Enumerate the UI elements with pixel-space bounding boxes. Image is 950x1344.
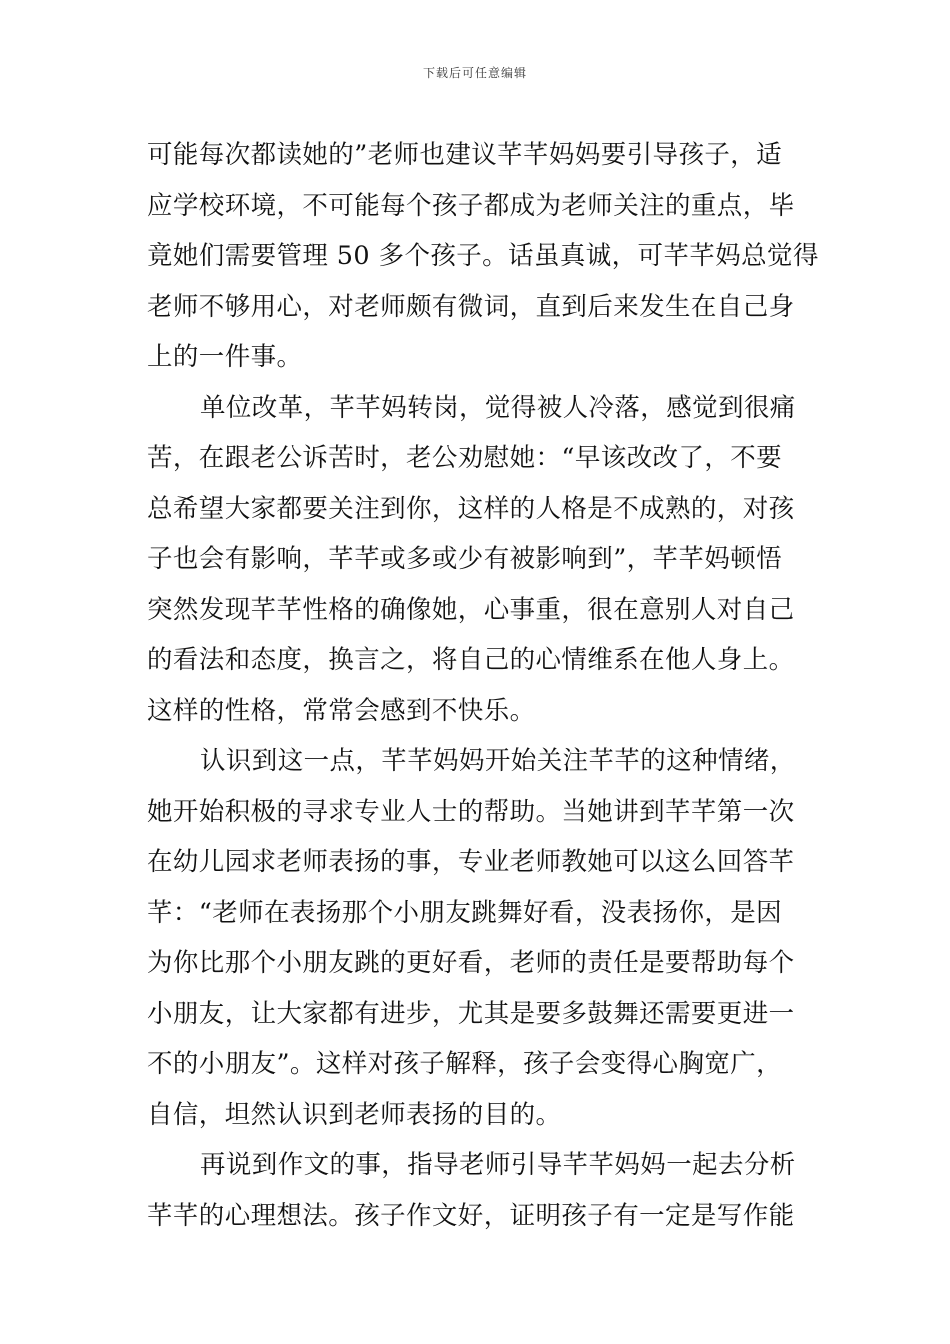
text-line: 这样的性格，常常会感到不快乐。 — [147, 695, 536, 726]
text-line: 芊：“老师在表扬那个小朋友跳舞好看，没表扬你，是因 — [147, 897, 783, 928]
text-line: 不的小朋友”。这样对孩子解释，孩子会变得心胸宽广， — [147, 1049, 783, 1079]
text-line: 的看法和态度，换言之，将自己的心情维系在他人身上。 — [147, 645, 795, 675]
text-line: 芊芊的心理想法。孩子作文好，证明孩子有一定是写作能 — [147, 1200, 795, 1231]
text-line: 突然发现芊芊性格的确像她，心事重，很在意别人对自己 — [147, 594, 795, 625]
page-header: 下载后可任意编辑 — [422, 66, 527, 80]
text-line: 苦，在跟老公诉苦时，老公劝慰她：“早该改改了，不要 — [147, 443, 783, 473]
paragraph-first-line: 再说到作文的事，指导老师引导芊芊妈妈一起去分析 — [200, 1150, 796, 1180]
text-line: 总希望大家都要关注到你，这样的人格是不成熟的，对孩 — [147, 493, 795, 524]
text-line: 在幼儿园求老师表扬的事，专业老师教她可以这么回答芊 — [147, 847, 795, 877]
text-line: 她开始积极的寻求专业人士的帮助。当她讲到芊芊第一次 — [147, 796, 795, 827]
text-line: 可能每次都读她的”老师也建议芊芊妈妈要引导孩子，适 — [147, 140, 783, 170]
text-line: 自信，坦然认识到老师表扬的目的。 — [147, 1099, 562, 1130]
body-text — [147, 130, 819, 1241]
paragraph-first-line: 单位改革，芊芊妈转岗，觉得被人冷落，感觉到很痛 — [200, 392, 796, 423]
text-line: 为你比那个小朋友跳的更好看，老师的责任是要帮助每个 — [147, 948, 795, 978]
text-line: 小朋友，让大家都有进步，尤其是要多鼓舞还需要更进一 — [147, 998, 795, 1029]
text-line: 应学校环境，不可能每个孩子都成为老师关注的重点，毕 — [147, 190, 795, 221]
text-line: 竟她们需要管理 50 多个孩子。话虽真诚，可芊芊妈总觉得 — [147, 241, 819, 271]
paragraph-first-line: 认识到这一点，芊芊妈妈开始关注芊芊的这种情绪， — [200, 746, 796, 776]
text-line: 上的一件事。 — [147, 342, 303, 372]
text-line: 老师不够用心，对老师颇有微词，直到后来发生在自己身 — [147, 291, 795, 322]
text-line: 子也会有影响，芊芊或多或少有被影响到”，芊芊妈顿悟 — [147, 544, 783, 574]
